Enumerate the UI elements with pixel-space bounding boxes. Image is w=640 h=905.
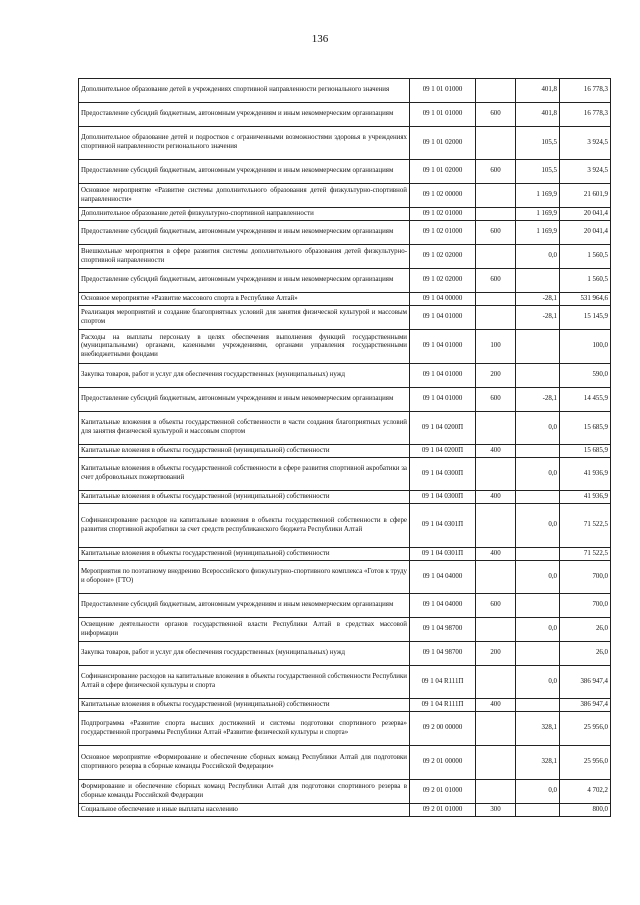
target-code-cell: 09 1 04 01000 [410,306,476,330]
table-row [79,445,611,458]
total-amount-cell: 1 560,5 [560,245,611,269]
change-amount-cell [516,330,560,364]
expense-type-cell: 100 [476,330,516,364]
expense-name-cell: Софинансирование расходов на капитальные вложения в объекты государственной собственности в сфере развития спортивной акробатики за счет средств республиканского бюджета Республики Алтай [79,504,410,548]
target-code-cell: 09 2 00 00000 [410,712,476,746]
expense-type-cell [476,412,516,445]
table-row [79,103,611,127]
table-row [79,269,611,293]
table-row [79,79,611,103]
target-code-cell: 09 1 04 98700 [410,642,476,666]
target-code-cell: 09 1 02 01000 [410,208,476,221]
table-row [79,330,611,364]
total-amount-cell: 20 041,4 [560,221,611,245]
expense-type-cell [476,618,516,642]
expense-name-cell: Предоставление субсидий бюджетным, автономным учреждениям и иным некоммерческим организациям [79,269,410,293]
change-amount-cell: 0,0 [516,666,560,699]
expense-name-cell: Формирование и обеспечение сборных команд Республики Алтай для подготовки спортивного резерва в сборные команды Российской Федерации [79,780,410,804]
table-row [79,594,611,618]
table-row [79,412,611,445]
target-code-cell: 09 1 04 0301П [410,548,476,561]
table-row [79,746,611,780]
change-amount-cell: 1 169,9 [516,184,560,208]
total-amount-cell: 386 947,4 [560,699,611,712]
expense-name-cell: Освещение деятельности органов государственной власти Республики Алтай в средствах массовой информации [79,618,410,642]
expense-type-cell: 200 [476,364,516,388]
table-row [79,666,611,699]
expense-type-cell [476,293,516,306]
target-code-cell: 09 1 02 01000 [410,221,476,245]
target-code-cell: 09 1 04 R111П [410,666,476,699]
table-row [79,364,611,388]
expense-type-cell [476,746,516,780]
change-amount-cell [516,491,560,504]
change-amount-cell [516,804,560,817]
target-code-cell: 09 1 02 00000 [410,184,476,208]
total-amount-cell: 386 947,4 [560,666,611,699]
expense-name-cell: Капитальные вложения в объекты государственной собственности в сфере развития спортивной акробатики за счет добровольных пожертвований [79,458,410,491]
total-amount-cell: 14 455,9 [560,388,611,412]
expense-type-cell: 600 [476,160,516,184]
expense-name-cell: Социальное обеспечение и иные выплаты населению [79,804,410,817]
total-amount-cell: 700,0 [560,594,611,618]
expense-type-cell [476,184,516,208]
total-amount-cell: 1 560,5 [560,269,611,293]
expense-type-cell: 400 [476,445,516,458]
table-row [79,184,611,208]
table-row [79,293,611,306]
target-code-cell: 09 2 01 01000 [410,780,476,804]
total-amount-cell: 25 956,0 [560,746,611,780]
total-amount-cell: 21 601,9 [560,184,611,208]
table-row [79,245,611,269]
table-row [79,306,611,330]
total-amount-cell: 800,0 [560,804,611,817]
expense-name-cell: Капитальные вложения в объекты государственной (муниципальной) собственности [79,491,410,504]
table-row [79,618,611,642]
expense-name-cell: Внешкольные мероприятия в сфере развития системы дополнительного образования детей физкультурно-спортивной направленности [79,245,410,269]
total-amount-cell: 16 778,3 [560,103,611,127]
total-amount-cell: 20 041,4 [560,208,611,221]
total-amount-cell: 26,0 [560,642,611,666]
target-code-cell: 09 1 04 0200П [410,445,476,458]
table-row [79,699,611,712]
expense-type-cell [476,561,516,594]
expense-name-cell: Капитальные вложения в объекты государственной (муниципальной) собственности [79,548,410,561]
change-amount-cell: 328,1 [516,746,560,780]
target-code-cell: 09 2 01 01000 [410,804,476,817]
expense-type-cell: 200 [476,642,516,666]
expense-type-cell: 600 [476,221,516,245]
total-amount-cell: 531 964,6 [560,293,611,306]
expense-name-cell: Капитальные вложения в объекты государственной собственности в части создания благоприятных условий для занятия физической культурой и массовым спортом [79,412,410,445]
total-amount-cell: 700,0 [560,561,611,594]
table-row [79,780,611,804]
target-code-cell: 09 1 01 02000 [410,127,476,160]
expense-type-cell: 400 [476,699,516,712]
change-amount-cell: 328,1 [516,712,560,746]
target-code-cell: 09 1 01 01000 [410,103,476,127]
total-amount-cell: 590,0 [560,364,611,388]
change-amount-cell [516,642,560,666]
change-amount-cell: 0,0 [516,245,560,269]
table-row [79,804,611,817]
change-amount-cell: 0,0 [516,780,560,804]
expense-name-cell: Основное мероприятие «Развитие массового спорта в Республике Алтай» [79,293,410,306]
expense-type-cell: 400 [476,548,516,561]
expense-name-cell: Дополнительное образование детей и подростков с ограниченными возможностями здоровья в учреждениях спортивной направленности регионального значения [79,127,410,160]
total-amount-cell: 25 956,0 [560,712,611,746]
expense-name-cell: Подпрограмма «Развитие спорта высших достижений и системы подготовки спортивного резерва» государственной программы Республики Алтай «Развитие физической культуры и спорта» [79,712,410,746]
total-amount-cell: 71 522,5 [560,504,611,548]
target-code-cell: 09 1 04 0301П [410,504,476,548]
expense-type-cell [476,666,516,699]
target-code-cell: 09 1 02 02000 [410,245,476,269]
total-amount-cell: 15 685,9 [560,445,611,458]
target-code-cell: 09 1 02 02000 [410,269,476,293]
target-code-cell: 09 2 01 00000 [410,746,476,780]
table-row [79,561,611,594]
expense-name-cell: Капитальные вложения в объекты государственной (муниципальной) собственности [79,699,410,712]
total-amount-cell: 26,0 [560,618,611,642]
change-amount-cell: 105,5 [516,160,560,184]
expense-name-cell: Предоставление субсидий бюджетным, автономным учреждениям и иным некоммерческим организациям [79,160,410,184]
expense-name-cell: Дополнительное образование детей физкультурно-спортивной направленности [79,208,410,221]
expense-name-cell: Предоставление субсидий бюджетным, автономным учреждениям и иным некоммерческим организациям [79,221,410,245]
change-amount-cell: 0,0 [516,618,560,642]
change-amount-cell [516,548,560,561]
target-code-cell: 09 1 04 01000 [410,330,476,364]
table-row [79,548,611,561]
table-row [79,642,611,666]
expense-type-cell [476,712,516,746]
expense-type-cell [476,504,516,548]
target-code-cell: 09 1 04 R111П [410,699,476,712]
change-amount-cell: 0,0 [516,504,560,548]
budget-table [78,78,611,817]
total-amount-cell: 15 685,9 [560,412,611,445]
page-number: 136 [311,33,329,45]
expense-name-cell: Софинансирование расходов на капитальные вложения в объекты государственной собственности Республики Алтай в сфере физической культуры и спорта [79,666,410,699]
expense-type-cell: 400 [476,491,516,504]
target-code-cell: 09 1 01 01000 [410,79,476,103]
expense-name-cell: Расходы на выплаты персоналу в целях обеспечения выполнения функций государственными (муниципальными) органами, казенными учреждениями, органами управления государственными внебюджетными фондами [79,330,410,364]
total-amount-cell: 3 924,5 [560,160,611,184]
expense-name-cell: Основное мероприятие «Формирование и обеспечение сборных команд Республики Алтай для подготовки спортивного резерва в сборные команды Российской Федерации» [79,746,410,780]
change-amount-cell: 105,5 [516,127,560,160]
change-amount-cell [516,594,560,618]
expense-type-cell [476,245,516,269]
total-amount-cell: 71 522,5 [560,548,611,561]
target-code-cell: 09 1 04 0300П [410,491,476,504]
expense-name-cell: Закупка товаров, работ и услуг для обеспечения государственных (муниципальных) нужд [79,364,410,388]
expense-name-cell: Предоставление субсидий бюджетным, автономным учреждениям и иным некоммерческим организациям [79,103,410,127]
table-row [79,388,611,412]
change-amount-cell: 401,8 [516,103,560,127]
table-row [79,491,611,504]
change-amount-cell [516,699,560,712]
total-amount-cell: 41 936,9 [560,458,611,491]
change-amount-cell: -28,1 [516,306,560,330]
table-row [79,127,611,160]
expense-type-cell [476,79,516,103]
target-code-cell: 09 1 04 00000 [410,293,476,306]
total-amount-cell: 41 936,9 [560,491,611,504]
total-amount-cell: 16 778,3 [560,79,611,103]
change-amount-cell: 0,0 [516,458,560,491]
expense-name-cell: Закупка товаров, работ и услуг для обеспечения государственных (муниципальных) нужд [79,642,410,666]
expense-type-cell [476,127,516,160]
expense-type-cell: 600 [476,103,516,127]
change-amount-cell: -28,1 [516,293,560,306]
target-code-cell: 09 1 04 98700 [410,618,476,642]
total-amount-cell: 3 924,5 [560,127,611,160]
total-amount-cell: 100,0 [560,330,611,364]
expense-type-cell [476,458,516,491]
expense-name-cell: Предоставление субсидий бюджетным, автономным учреждениям и иным некоммерческим организациям [79,594,410,618]
change-amount-cell: 401,8 [516,79,560,103]
target-code-cell: 09 1 04 04000 [410,561,476,594]
total-amount-cell: 15 145,9 [560,306,611,330]
expense-name-cell: Мероприятия по поэтапному внедрению Всероссийского физкультурно-спортивного комплекса «Готов к труду и обороне» (ГТО) [79,561,410,594]
change-amount-cell: -28,1 [516,388,560,412]
expense-name-cell: Реализация мероприятий и создание благоприятных условий для занятия физической культурой и массовым спортом [79,306,410,330]
target-code-cell: 09 1 04 01000 [410,364,476,388]
expense-type-cell: 600 [476,269,516,293]
total-amount-cell: 4 702,2 [560,780,611,804]
change-amount-cell: 1 169,9 [516,208,560,221]
target-code-cell: 09 1 04 01000 [410,388,476,412]
expense-name-cell: Основное мероприятие «Развитие системы дополнительного образования детей физкультурно-спортивной направленности» [79,184,410,208]
expense-name-cell: Капитальные вложения в объекты государственной (муниципальной) собственности [79,445,410,458]
table-row [79,504,611,548]
expense-type-cell: 300 [476,804,516,817]
target-code-cell: 09 1 01 02000 [410,160,476,184]
expense-name-cell: Дополнительное образование детей в учреждениях спортивной направленности регионального значения [79,79,410,103]
expense-type-cell: 600 [476,388,516,412]
target-code-cell: 09 1 04 0200П [410,412,476,445]
table-row [79,160,611,184]
target-code-cell: 09 1 04 0300П [410,458,476,491]
change-amount-cell: 0,0 [516,561,560,594]
expense-type-cell [476,780,516,804]
table-row [79,712,611,746]
expense-type-cell [476,306,516,330]
change-amount-cell: 0,0 [516,412,560,445]
table-row [79,221,611,245]
change-amount-cell [516,445,560,458]
table-row [79,208,611,221]
target-code-cell: 09 1 04 04000 [410,594,476,618]
change-amount-cell [516,269,560,293]
expense-type-cell: 600 [476,594,516,618]
table-row [79,458,611,491]
change-amount-cell [516,364,560,388]
expense-name-cell: Предоставление субсидий бюджетным, автономным учреждениям и иным некоммерческим организациям [79,388,410,412]
expense-type-cell [476,208,516,221]
budget-table-body [79,79,611,817]
change-amount-cell: 1 169,9 [516,221,560,245]
